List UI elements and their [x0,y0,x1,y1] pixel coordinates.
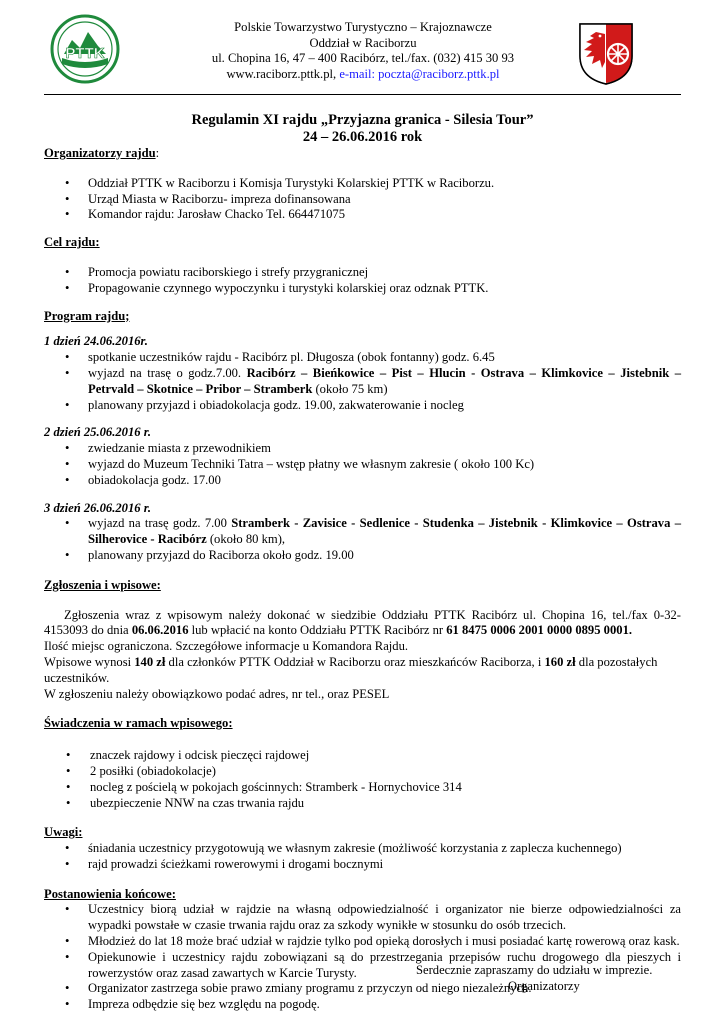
day-2-list [44,441,681,488]
document-body [44,146,681,1013]
list-item: • Impreza odbędzie się bez względu na pogodę. [44,997,681,1013]
pttk-logo-text: PTTK [65,45,105,62]
list-item: • Propagowanie czynnego wypoczynku i turystyki kolarskiej oraz odznak PTTK. [44,281,681,297]
list-item: • Opiekunowie i uczestnicy rajdu zobowiązani są do przestrzegania przepisów ruchu drogowego dla pieszych i rowerzystów oraz zasad zawartych w Karcie Turysty. [44,950,681,982]
branch-name: Oddział w Raciborzu [309,35,417,50]
list-item: • nocleg z pościelą w pokojach gościnnych: Stramberk - Hornychovice 314 [44,780,681,796]
list-item: • wyjazd na trasę o godz.7.00. Racibórz – Bieńkowice – Pist – Hlucin - Ostrava – Klimkovice – Jistebnik –Petrvald – Skotnice – Pribor – Stramberk (około 75 km) [44,366,681,398]
organizers-heading: Organizatorzy rajdu: [44,146,160,160]
raciborz-coat-of-arms-icon [578,22,634,86]
address: ul. Chopina 16, 47 – 400 Racibórz, tel./fax. (032) 415 30 93 [211,51,515,65]
list-item: • Urząd Miasta w Raciborzu- impreza dofinansowana [44,192,681,208]
goal-list [44,265,681,297]
list-item: • zwiedzanie miasta z przewodnikiem [44,441,681,457]
goal-heading: Cel rajdu: [44,235,100,250]
organizers-list [44,176,681,223]
contact-line [170,67,556,83]
email-link[interactable]: e-mail: poczta@raciborz.pttk.pl [339,66,500,81]
list-item: • Uczestnicy biorą udział w rajdzie na własną odpowiedzialność i organizator nie bierze odpowiedzialności za wypadki powstałe w czasie trwania rajdu oraz za szkody wynikłe w stosunku do osób trzecich. [44,902,681,934]
list-item: • znaczek rajdowy i odcisk pieczęci rajdowej [44,748,681,764]
list-item: • ubezpieczenie NNW na czas trwania rajdu [44,796,681,812]
list-item: • obiadokolacja godz. 17.00 [44,473,681,489]
closing-signature [416,963,676,995]
notes-heading: Uwagi: [44,825,83,840]
list-item: • wyjazd do Muzeum Techniki Tatra – wstęp płatny we własnym zakresie ( około 100 Kc) [44,457,681,473]
list-item: • 2 posiłki (obiadokolacje) [44,764,681,780]
day-1-label: 1 dzień 24.06.2016r. [44,334,148,349]
list-item: • planowany przyjazd do Raciborza około godz. 19.00 [44,548,681,564]
closing-signoff: Organizatorzy [508,978,580,993]
final-heading: Postanowienia końcowe: [44,886,176,901]
list-item: • Komandor rajdu: Jarosław Chacko Tel. 664471075 [44,207,681,223]
list-item: • rajd prowadzi ścieżkami rowerowymi i drogami bocznymi [44,857,681,873]
registration-limit: Ilość miejsc ograniczona. Szczegółowe informacje u Komandora Rajdu. [44,639,409,654]
list-item: • Oddział PTTK w Raciborzu i Komisja Turystyki Kolarskiej PTTK w Raciborzu. [44,176,681,192]
list-item: • planowany przyjazd i obiadokolacja godz. 19.00, zakwaterowanie i nocleg [44,398,681,414]
header-divider [44,94,681,95]
closing-invitation: Serdecznie zapraszamy do udziału w imprezie. [416,963,653,977]
list-item: • Promocja powiatu raciborskiego i strefy przygranicznej [44,265,681,281]
registration-fee: Wpisowe wynosi 140 zł dla członków PTTK Oddział w Raciborzu oraz mieszkańców Raciborza, i 160 zł dla pozostałych uczestników. [44,654,658,685]
final-list [44,902,681,1013]
benefits-list [44,748,681,811]
notes-list [44,841,681,873]
benefits-heading: Świadczenia w ramach wpisowego: [44,716,233,731]
day-3-list [44,516,681,563]
website-link[interactable]: www.raciborz.pttk.pl, [226,66,337,81]
registration-heading: Zgłoszenia i wpisowe: [44,577,161,592]
org-name: Polskie Towarzystwo Turystyczno – Krajoznawcze [234,20,492,34]
title-line-1: Regulamin XI rajdu „Przyjazna granica - Silesia Tour” [191,112,534,128]
document-title [44,112,681,146]
pttk-logo-icon [50,14,120,84]
day-2-label: 2 dzień 25.06.2016 r. [44,425,152,440]
day-3-label: 3 dzień 26.06.2016 r. [44,500,152,515]
day-1-list [44,350,681,413]
title-line-2: 24 – 26.06.2016 rok [302,129,423,145]
program-heading: Program rajdu; [44,308,130,323]
registration-requirements: W zgłoszeniu należy obowiązkowo podać adres, nr tel., oraz PESEL [44,686,390,701]
list-item: • spotkanie uczestników rajdu - Racibórz pl. Długosza (obok fontanny) godz. 6.45 [44,350,681,366]
list-item: • śniadania uczestnicy przygotowują we własnym zakresie (możliwość korzystania z zaplecza kuchennego) [44,841,681,857]
list-item: • Młodzież do lat 18 może brać udział w rajdzie tylko pod opieką dorosłych i musi posiadać kartę rowerową oraz kask. [44,934,681,950]
letterhead [170,20,556,82]
list-item: • Organizator zastrzega sobie prawo zmiany programu z przyczyn od niego niezależnych. [44,981,681,997]
registration-paragraph: Zgłoszenia wraz z wpisowym należy dokonać w siedzibie Oddziału PTTK Racibórz ul. Chopina 16, tel./fax 0-32-4153093 do dnia 06.06.2016 lub wpłacić na konto Oddziału PTTK Racibórz nr 61 8475 0006 2001 0000 0895 0001. [44,607,681,638]
list-item: • wyjazd na trasę godz. 7.00 Stramberk - Zavisice - Sedlenice - Studenka – Jistebnik - Klimkovice – Ostrava – Silherovice - Racibórz (około 80 km), [44,516,681,548]
